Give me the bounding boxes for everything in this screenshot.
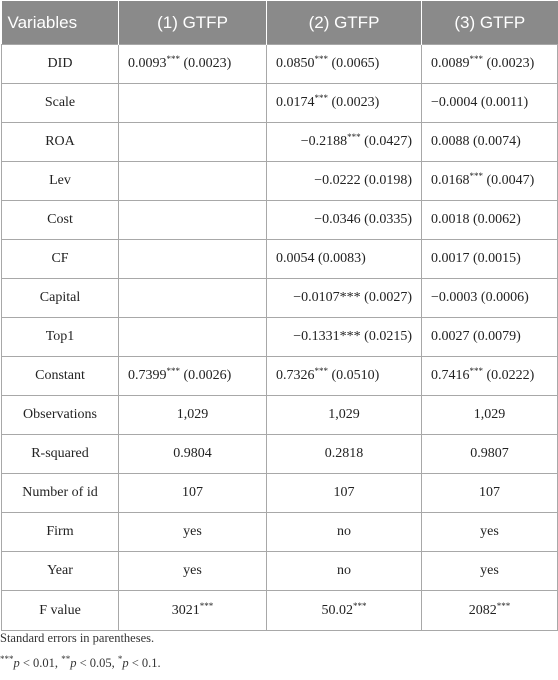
standard-error: (0.0222) [486,368,535,383]
cell-c3 [422,591,558,631]
table-row [2,123,558,162]
cell-value: −0.0222 [314,173,361,188]
significance-stars: *** [166,366,180,376]
table-row [2,84,558,123]
standard-error: (0.0026) [183,368,232,383]
significance-stars: *** [469,54,483,64]
significance-stars: *** [166,54,180,64]
header-col1: (1) GTFP [119,1,267,45]
standard-error: (0.0335) [364,212,412,227]
cell-value: −0.0004 [431,95,478,110]
cell-value: 2082 [468,602,497,618]
row-label: Lev [2,162,119,201]
cell-c1 [119,396,267,435]
standard-error: (0.0027) [364,290,412,305]
cell-value: 50.02 [321,602,353,618]
table-row [2,201,558,240]
table-row [2,552,558,591]
cell-value: 0.0168 [431,173,470,188]
standard-error: (0.0198) [364,173,412,188]
cell-c3 [422,279,558,318]
cell-value: yes [183,563,202,578]
standard-error: (0.0023) [183,56,232,71]
cell-c2 [267,396,422,435]
standard-error: (0.0083) [318,251,366,266]
cell-value: 0.9807 [470,446,509,461]
cell-value: yes [480,563,499,578]
table-row [2,513,558,552]
standard-error: (0.0011) [480,95,529,110]
cell-c3 [422,84,558,123]
cell-c3 [422,357,558,396]
cell-value: 0.7416 [431,368,470,383]
cell-value: 0.9804 [173,446,212,461]
table-body [2,45,558,631]
row-label: F value [2,591,119,631]
cell-c3 [422,318,558,357]
cell-c1 [119,279,267,318]
table-row [2,435,558,474]
cell-value: 107 [479,485,500,500]
cell-value: 0.7326 [276,368,315,383]
standard-error: (0.0062) [473,212,521,227]
cell-c1 [119,513,267,552]
standard-error: (0.0074) [473,134,521,149]
standard-error: (0.0065) [331,56,380,71]
table-header-row [2,1,558,45]
standard-error: (0.0047) [486,173,535,188]
table-row [2,279,558,318]
cell-value: no [337,563,351,578]
significance-stars: *** [353,600,367,611]
standard-error: (0.0006) [480,290,529,305]
cell-c3 [422,45,558,84]
cell-c2 [267,279,422,318]
significance-stars: *** [469,366,483,376]
cell-value: −0.2188 [300,134,348,149]
cell-value: 3021 [171,602,200,618]
cell-value: 0.0054 [276,251,315,266]
standard-error: (0.0427) [364,134,412,149]
table-row [2,357,558,396]
cell-c2 [267,84,422,123]
significance-stars: *** [347,132,361,142]
cell-value: −0.1331*** [293,329,361,344]
cell-value: 107 [333,485,355,500]
cell-value: 0.0017 [431,251,470,266]
header-col2: (2) GTFP [267,1,422,45]
cell-c2 [267,552,422,591]
cell-c2 [267,240,422,279]
cell-value: 1,029 [473,407,506,422]
header-variables: Variables [2,1,119,45]
cell-value: −0.0003 [431,290,478,305]
cell-c3 [422,435,558,474]
cell-value: no [337,524,351,539]
note-significance: ***p < 0.01, **p < 0.05, *p < 0.1. [0,654,161,670]
cell-value: 0.0018 [431,212,470,227]
significance-stars: *** [469,171,483,181]
significance-stars: *** [496,600,511,611]
cell-c2 [267,435,422,474]
header-col3: (3) GTFP [422,1,558,45]
cell-c3 [422,474,558,513]
table-row [2,240,558,279]
cell-c1 [119,357,267,396]
cell-c1 [119,84,267,123]
note-standard-errors: Standard errors in parentheses. [0,631,155,645]
cell-c1 [119,240,267,279]
cell-value: yes [183,524,202,539]
row-label: R-squared [2,435,119,474]
cell-c2 [267,318,422,357]
table-row [2,591,558,631]
standard-error: (0.0023) [486,56,535,71]
cell-c2 [267,162,422,201]
row-label: CF [2,240,119,279]
row-label: Capital [2,279,119,318]
standard-error: (0.0015) [473,251,521,266]
cell-c1 [119,123,267,162]
cell-c1 [119,318,267,357]
cell-value: 0.0174 [276,95,315,110]
cell-value: 0.0093 [128,56,167,71]
cell-value: 107 [182,485,203,500]
cell-value: −0.0346 [314,212,361,227]
row-label: Number of id [2,474,119,513]
regression-table [1,1,558,631]
standard-error: (0.0023) [331,95,380,110]
cell-value: 0.7399 [128,368,167,383]
cell-c1 [119,201,267,240]
row-label: Year [2,552,119,591]
cell-value: −0.0107*** [293,290,361,305]
table-row [2,318,558,357]
cell-c3 [422,396,558,435]
table-row [2,474,558,513]
cell-value: 0.0850 [276,56,315,71]
standard-error: (0.0215) [364,329,412,344]
cell-c2 [267,357,422,396]
cell-c3 [422,123,558,162]
cell-c2 [267,201,422,240]
row-label: Firm [2,513,119,552]
significance-stars: *** [314,366,328,376]
row-label: Cost [2,201,119,240]
cell-c1 [119,474,267,513]
cell-value: 0.0088 [431,134,470,149]
cell-c1 [119,552,267,591]
row-label: Constant [2,357,119,396]
table-row [2,45,558,84]
cell-c1 [119,435,267,474]
cell-c2 [267,591,422,631]
significance-stars: *** [199,600,214,611]
table-row [2,396,558,435]
cell-c2 [267,474,422,513]
table-row [2,162,558,201]
row-label: DID [2,45,119,84]
row-label: Scale [2,84,119,123]
row-label: Observations [2,396,119,435]
cell-value: yes [480,524,499,539]
cell-value: 1,029 [176,407,209,422]
cell-c1 [119,591,267,631]
cell-c3 [422,162,558,201]
cell-c3 [422,513,558,552]
cell-c1 [119,162,267,201]
cell-value: 0.0027 [431,329,470,344]
cell-c2 [267,45,422,84]
cell-c2 [267,513,422,552]
cell-value: 0.0089 [431,56,470,71]
cell-c3 [422,240,558,279]
standard-error: (0.0079) [473,329,521,344]
row-label: ROA [2,123,119,162]
significance-stars: *** [314,93,328,103]
cell-c1 [119,45,267,84]
cell-c2 [267,123,422,162]
significance-stars: *** [314,54,328,64]
cell-c3 [422,201,558,240]
cell-value: 0.2818 [324,446,364,461]
cell-value: 1,029 [328,407,360,422]
standard-error: (0.0510) [331,368,380,383]
row-label: Top1 [2,318,119,357]
cell-c3 [422,552,558,591]
